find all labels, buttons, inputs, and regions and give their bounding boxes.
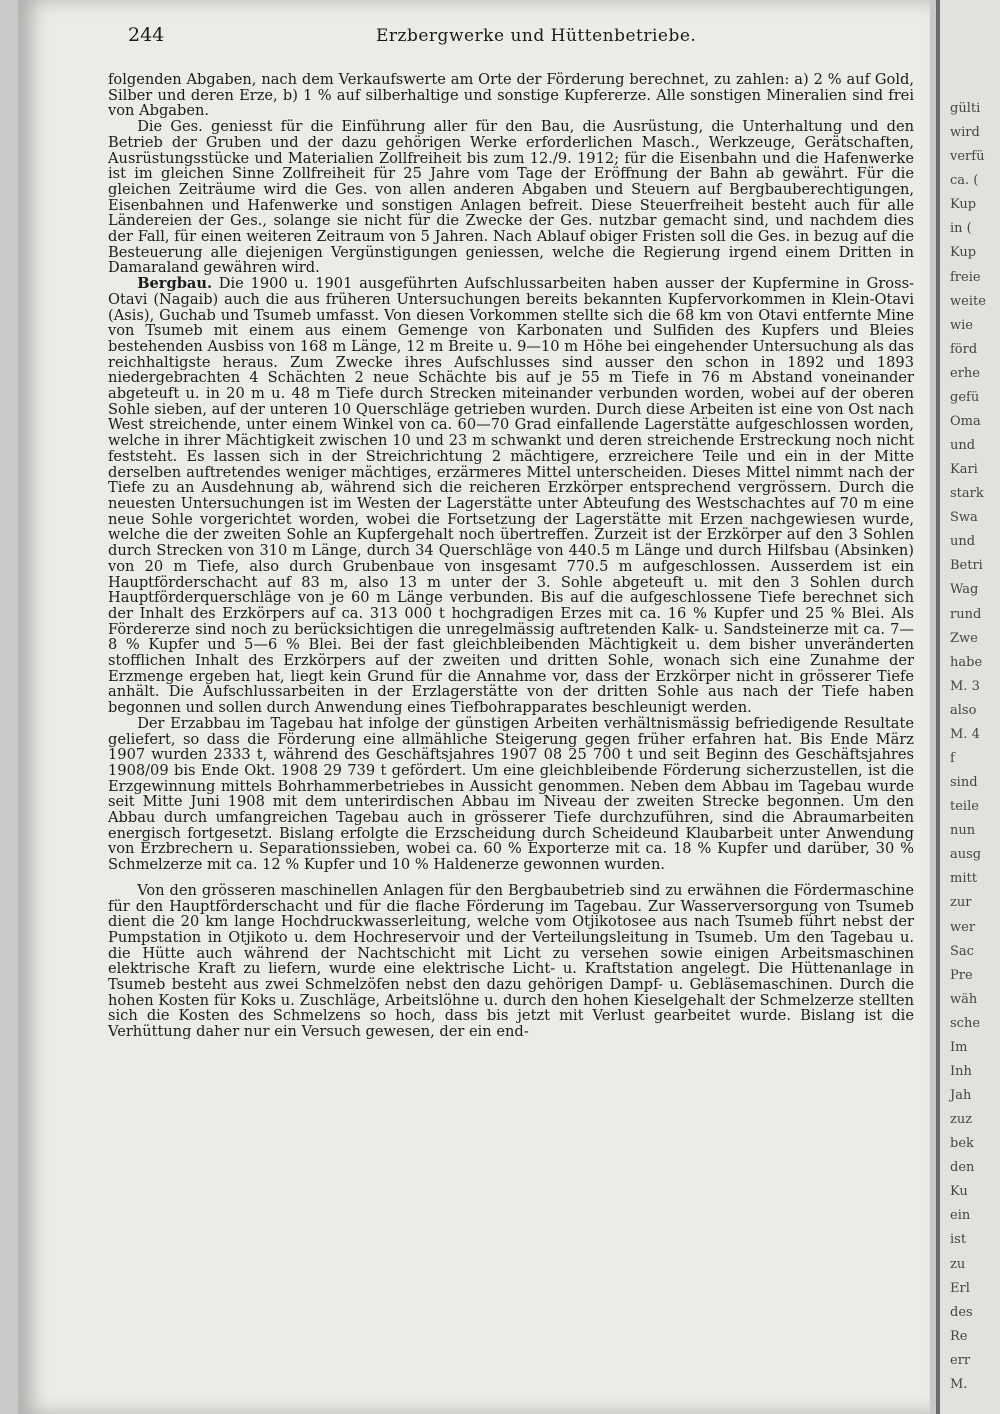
adjacent-page-fragment: M. 3 bbox=[950, 678, 980, 694]
adjacent-page-fragment: wer bbox=[950, 919, 976, 935]
adjacent-page-fragment: den bbox=[950, 1160, 975, 1176]
adjacent-page-fragment: erhe bbox=[950, 365, 980, 381]
adjacent-page-fragment: wäh bbox=[950, 991, 978, 1007]
adjacent-page-fragment: sche bbox=[950, 1015, 981, 1031]
book-page bbox=[18, 0, 930, 1414]
adjacent-page-fragment: ein bbox=[950, 1208, 971, 1224]
adjacent-page-fragment: Pre bbox=[950, 967, 973, 983]
adjacent-page-edge bbox=[936, 0, 1000, 1414]
adjacent-page-fragment: habe bbox=[950, 654, 983, 670]
adjacent-page-fragment: M. bbox=[950, 1376, 968, 1392]
adjacent-page-fragment: teile bbox=[950, 799, 979, 815]
paragraph-exemptions: Die Ges. geniesst für die Einführung aller für den Bau, die Ausrüstung, die Unterhaltung und den Betrieb der Gruben und der dazu gehörigen Werke erforderlichen Masch., Werkzeuge, Gerätschaften, Ausrüstungsstücke und Materialien Zollfreiheit bis zum 12./9. 1912; für die Eisenbahn und die Hafenwerke ist im gleichen Sinne Zollfreiheit für 25 Jahre vom Tage der Eröffnung der Bahn ab gewährt. Für die gleichen Zeiträume wird die Ges. von allen anderen Abgaben und Steuern auf Bergbauberechtigungen, Eisenbahnen und Hafenwerke und sonstigen Anlagen befreit. Diese Steuerfreiheit besteht auch für alle Ländereien der Ges., solange sie nicht für die Zwecke der Ges. nutzbar gemacht sind, und nachdem dies der Fall, für einen weiteren Zeitraum von 5 Jahren. Nach Ablauf obiger Fristen soll die Ges. in bezug auf die Besteuerung alle diejenigen Vergünstigungen geniessen, welche die Regierung irgend einem Dritten in Damaraland gewähren wird. bbox=[108, 118, 914, 277]
page-header bbox=[128, 24, 928, 50]
adjacent-page-fragment: f bbox=[950, 751, 955, 766]
paragraph-machinery: Von den grösseren maschinellen Anlagen für den Bergbaubetrieb sind zu erwähnen die Fördermaschine für den Hauptförderschacht und für die flache Förderung im Tagebau. Zur Wasserversorgung von Tsumeb dient die 20 km lange Hochdruckwasserleitung, welche vom Otjikotosee aus nach Tsumeb führt nebst der Pumpstation in Otjikoto u. dem Hochreservoir und der Verteilungsleitung in Tsumeb. Um den Tagebau u. die Hütte auch während der Nachtschicht mit Licht zu versehen sowie einigen Arbeitsmaschinen elektrische Kraft zu liefern, wurde eine elektrische Licht- u. Kraftstation angelegt. Die Hüttenanlage in Tsumeb besteht aus zwei Schmelzöfen nebst den dazu gehörigen Dampf- u. Gebläsemaschinen. Durch die hohen Kosten für Koks u. Zuschläge, Arbeitslöhne u. durch den hohen Kieselgehalt der Schmelzerze stellten sich die Kosten des Schmelzens so hoch, dass bis jetzt mit Verlust gearbeitet wurde. Bislang ist die Verhüttung daher nur ein Versuch gewesen, der ein end- bbox=[108, 881, 914, 1041]
section-heading-bergbau: Bergbau. bbox=[137, 275, 213, 293]
adjacent-page-fragment: ca. ( bbox=[950, 173, 979, 189]
adjacent-page-fragment: in ( bbox=[950, 221, 972, 237]
adjacent-page-fragment: bek bbox=[950, 1136, 974, 1152]
paragraph-taxes: folgenden Abgaben, nach dem Verkaufswerte am Orte der Förderung berechnet, zu zahlen: a) 2 % auf Gold, Silber und deren Erze, b) 1 % auf silberhaltige und sonstige Kupfererze. Alle sonstigen Mineralien sind frei von Abgaben. bbox=[108, 71, 914, 120]
adjacent-page-fragment: Swa bbox=[950, 510, 978, 526]
adjacent-page-fragment: und bbox=[950, 438, 976, 454]
adjacent-page-fragment: zur bbox=[950, 895, 972, 911]
adjacent-page-fragment: gülti bbox=[950, 101, 981, 116]
adjacent-page-fragment: Betri bbox=[950, 558, 983, 574]
adjacent-page-fragment: und bbox=[950, 534, 976, 550]
paragraph-open-pit: Der Erzabbau im Tagebau hat infolge der günstigen Arbeiten verhältnismässig befriedigende Resultate geliefert, so dass die Förderung eine allmähliche Steigerung gegen früher erfahren hat. Bis Ende März 1907 wurden 2333 t, während des Geschäftsjahres 1907 08 25 700 t und seit Beginn des Geschäftsjahres 1908/09 bis Ende Okt. 1908 29 739 t gefördert. Um eine gleichbleibende Förderung sicherzustellen, ist die Erzgewinnung mittels Bohrhammerbetriebes in Aussicht genommen. Neben dem Abbau im Tagebau wurde seit Mitte Juni 1908 mit dem unterirdischen Abbau im Niveau der zweiten Strecke begonnen. Um den Abbau durch umfangreichen Tagebau auch in grösserer Tiefe durchzuführen, sind die Abraumarbeiten energisch fortgesetzt. Bislang erfolgte die Erzscheidung durch Scheideund Klaubarbeit unter Anwendung von Erzbrechern u. Separationssieben, wobei ca. 60 % Exporterze mit ca. 18 % Kupfer und darüber, 30 % Schmelzerze mit ca. 12 % Kupfer und 10 % Haldenerze gewonnen wurden. bbox=[108, 714, 914, 874]
adjacent-page-fragment: verfü bbox=[950, 149, 985, 165]
adjacent-page-fragment: mitt bbox=[950, 871, 977, 887]
adjacent-page-fragment: zu bbox=[950, 1256, 966, 1272]
adjacent-page-fragment: freie bbox=[950, 269, 981, 285]
adjacent-page-fragment: Oma bbox=[950, 413, 981, 429]
adjacent-page-fragment: ist bbox=[950, 1232, 967, 1248]
adjacent-page-fragment: M. 4 bbox=[950, 726, 980, 742]
adjacent-page-fragment: Wag bbox=[950, 582, 979, 598]
adjacent-page-fragment: Kari bbox=[950, 462, 978, 478]
adjacent-page-fragment: Re bbox=[950, 1328, 968, 1344]
adjacent-page-fragment: Im bbox=[950, 1039, 968, 1055]
adjacent-page-fragment: Kup bbox=[950, 197, 977, 213]
adjacent-page-fragment: stark bbox=[950, 486, 984, 502]
adjacent-page-fragment: sind bbox=[950, 775, 978, 791]
adjacent-page-fragment: err bbox=[950, 1352, 971, 1368]
adjacent-page-fragment: wird bbox=[950, 125, 980, 141]
adjacent-page-fragment: wie bbox=[950, 317, 973, 333]
body-text bbox=[108, 72, 914, 1040]
adjacent-page-fragment: gefü bbox=[950, 389, 980, 405]
adjacent-page-fragment: rund bbox=[950, 606, 982, 622]
adjacent-page-fragment: ausg bbox=[950, 847, 982, 863]
adjacent-page-fragment: Inh bbox=[950, 1063, 972, 1079]
adjacent-page-fragment: Erl bbox=[950, 1280, 970, 1296]
adjacent-page-fragment: des bbox=[950, 1304, 973, 1320]
adjacent-page-fragment: Kup bbox=[950, 245, 977, 261]
adjacent-page-fragment: also bbox=[950, 702, 977, 718]
adjacent-page-fragment: zuz bbox=[950, 1112, 973, 1128]
adjacent-page-fragment: nun bbox=[950, 823, 976, 839]
adjacent-page-fragment: förd bbox=[950, 341, 978, 357]
paragraph-mining-text: Die 1900 u. 1901 ausgeführten Aufschlussarbeiten haben ausser der Kupfermine in Gross-Otavi (Nagaib) auch die aus früheren Untersuchungen bereits bekannten Kupfervorkommen in Klein-Otavi (Asis), Guchab und Tsumeb umfasst. Von diesen Vorkommen stellte sich die 68 km von Otavi entfernte Mine von Tsumeb mit einem aus einem Gemenge von Karbonaten und Sulfiden des Kupfers und Bleies bestehenden Ausbiss von 168 m Länge, 12 m Breite u. 9—10 m Höhe bei eingehender Untersuchung als das reichhaltigste heraus. Zum Zwecke ihres Aufschlusses sind ausser den schon in 1892 und 1893 niedergebrachten 4 Schächten 2 neue Schächte bis auf je 55 m Tiefe in 76 m Abstand voneinander abgeteuft u. in 20 m u. 48 m Tiefe durch Strecken miteinander verbunden worden, wobei auf der oberen Sohle sieben, auf der unteren 10 Querschläge getrieben wurden. Durch diese Arbeiten ist eine von Ost nach West streichende, unter einem Winkel von ca. 60—70 Grad einfallende Lagerstätte aufgeschlossen worden, welche in ihrer Mächtigkeit zwischen 10 und 23 m schwankt und deren streichende Erstreckung noch nicht feststeht. Es lassen sich in der Streichrichtung 2 mächtigere, erzreichere Teile und ein in der Mitte derselben auftretendes weniger mächtiges, erzärmeres Mittel unterscheiden. Dieses Mittel nimmt nach der Tiefe zu an Ausdehnung ab, während sich die reicheren Erzkörper entsprechend vergrössern. Durch die neuesten Untersuchungen ist im Westen der Lagerstätte unter Abteufung des Westschachtes auf 70 m eine neue Sohle vorgerichtet worden, wobei die Fortsetzung der Lagerstätte mit Erzen nachgewiesen wurde, welche die der zweiten Sohle an Kupfergehalt noch übertreffen. Zurzeit ist der Erzkörper auf den 3 Sohlen durch Strecken von 310 m Länge, durch 34 Querschläge von 440.5 m Länge und durch Hilfsbau (Absinken) von 20 m Tiefe, also durch Grubenbaue von insgesamt 770.5 m aufgeschlossen. Ausserdem ist ein Hauptförderschacht auf 83 m, also 13 m unter der 3. Sohle abgeteuft u. mit den 3 Sohlen durch Hauptförderquerschläge von je 60 m Länge verbunden. Bis auf die aufgeschlossene Tiefe berechnet sich der Inhalt des Erzkörpers auf ca. 313 000 t hochgradigen Erzes mit ca. 16 % Kupfer und 25 % Blei. Als Fördererze sind noch zu berücksichtigen die unregelmässig auftretenden Kalk- u. Sandsteinerze mit ca. 7—8 % Kupfer und 5—6 % Blei. Bei der fast gleichbleibenden Mächtigkeit u. dem bisher unveränderten stofflichen Inhalt des Erzkörpers auf der zweiten und dritten Sohle, wonach sich eine Zunahme der Erzmenge ergeben hat, liegt kein Grund für die Annahme vor, dass der Erzkörper nicht in grösserer Tiefe anhält. Die Aufschlussarbeiten in der Erzlagerstätte von der dritten Sohle aus nach der Tiefe haben begonnen und sollen durch Anwendung eines Tiefbohrapparates beschleunigt werden. bbox=[108, 275, 914, 717]
page-number: 244 bbox=[128, 24, 165, 46]
adjacent-page-fragment: Jah bbox=[950, 1088, 972, 1104]
adjacent-page-fragment: Sac bbox=[950, 943, 974, 959]
adjacent-page-fragment: weite bbox=[950, 293, 986, 309]
running-title: Erzbergwerke und Hüttenbetriebe. bbox=[376, 26, 697, 46]
paragraph-mining bbox=[108, 276, 914, 716]
adjacent-page-fragment: Zwe bbox=[950, 630, 978, 646]
adjacent-page-fragment: Ku bbox=[950, 1184, 968, 1200]
